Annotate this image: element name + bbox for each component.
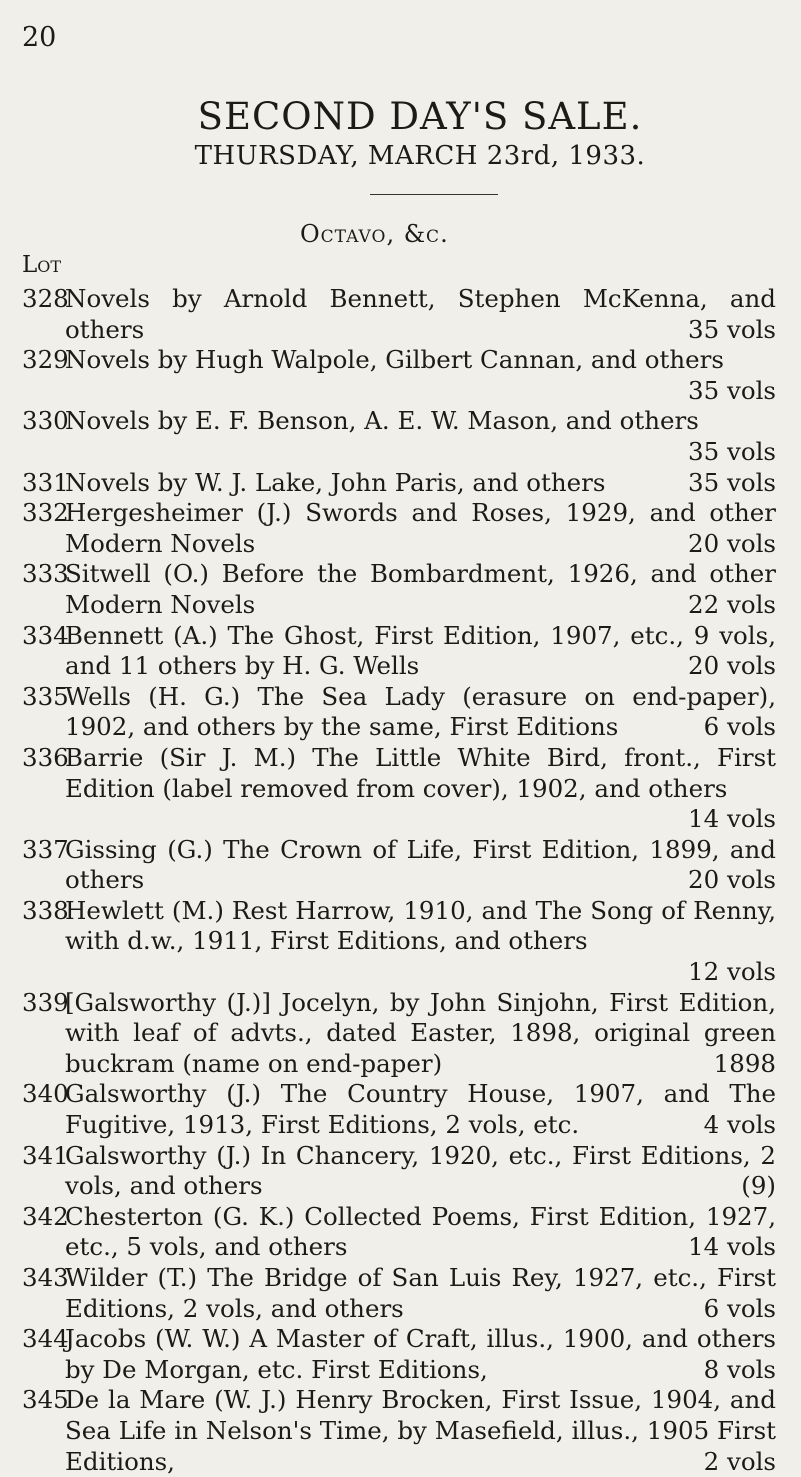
lot-number: 331 (22, 467, 69, 497)
lot-description: De la Mare (W. J.) Henry Brocken, First Issue, 1904, and Sea Life in Nelson's Time, by Masefield, illus., 1905 First Editions, (65, 1385, 776, 1476)
lot-entry (0, 1141, 801, 1202)
lot-volumes: 35 vols (688, 375, 776, 405)
lot-number: 335 (22, 681, 69, 711)
lot-number: 333 (22, 559, 69, 589)
lot-volumes: 22 vols (688, 589, 776, 619)
lot-volumes: 20 vols (688, 651, 776, 681)
lot-entry (0, 1079, 801, 1140)
lot-column-header: Lot (22, 252, 62, 278)
lot-number: 345 (22, 1385, 69, 1415)
lot-description: Novels by E. F. Benson, A. E. W. Mason, and others (65, 406, 699, 436)
lot-number: 336 (22, 742, 69, 772)
lot-volumes: 4 vols (703, 1110, 776, 1140)
lot-entry (0, 743, 801, 835)
lot-number: 330 (22, 406, 69, 436)
lot-entry (0, 284, 801, 345)
lot-number: 338 (22, 895, 69, 925)
lot-volumes: 14 vols (688, 804, 776, 834)
section-heading: Octavo, &c. (300, 220, 449, 248)
lot-volumes: 6 vols (703, 1293, 776, 1323)
lot-description: Sitwell (O.) Before the Bombardment, 1926, and other Modern Novels (65, 559, 776, 619)
lot-volumes: 8 vols (703, 1354, 776, 1384)
lot-number: 344 (22, 1324, 69, 1354)
page-number: 20 (22, 22, 57, 53)
lot-volumes: 20 vols (688, 865, 776, 895)
lot-entry (0, 498, 801, 559)
lot-number: 334 (22, 620, 69, 650)
lot-entry (0, 1263, 801, 1324)
lot-entry (0, 988, 801, 1080)
lot-description: Gissing (G.) The Crown of Life, First Edition, 1899, and others (65, 834, 776, 895)
lot-entry (0, 345, 801, 406)
sale-date: THURSDAY, MARCH 23rd, 1933. (194, 141, 646, 171)
lot-volumes: 35 vols (688, 314, 776, 344)
lot-number: 342 (22, 1201, 69, 1231)
lot-entry (0, 1324, 801, 1385)
lot-number: 340 (22, 1079, 69, 1109)
lot-number: 328 (22, 284, 69, 313)
lot-number: 329 (22, 345, 69, 375)
lot-volumes: 2 vols (703, 1446, 776, 1476)
lot-entry (0, 682, 801, 743)
lot-volumes: 20 vols (688, 528, 776, 558)
divider (370, 194, 498, 195)
lot-description: Bennett (A.) The Ghost, First Edition, 1907, etc., 9 vols, and 11 others by H. G. Wells (65, 620, 776, 681)
lot-description: Hewlett (M.) Rest Harrow, 1910, and The Song of Renny, with d.w., 1911, First Editions, and others (65, 895, 776, 956)
lot-entry (0, 559, 801, 620)
lot-volumes: 14 vols (688, 1232, 776, 1262)
lot-description: Galsworthy (J.) The Country House, 1907, and The Fugitive, 1913, First Editions, 2 vols, etc. (65, 1079, 776, 1140)
lot-volumes: 35 vols (688, 436, 776, 466)
lot-description: Novels by Arnold Bennett, Stephen McKenna, and others (65, 284, 776, 344)
lot-description: Wilder (T.) The Bridge of San Luis Rey, 1927, etc., First Editions, 2 vols, and others (65, 1263, 776, 1323)
lot-description: Chesterton (G. K.) Collected Poems, First Edition, 1927, etc., 5 vols, and others (65, 1201, 776, 1262)
page-title: SECOND DAY'S SALE. (197, 95, 643, 138)
lot-description: Jacobs (W. W.) A Master of Craft, illus., 1900, and others by De Morgan, etc. First Editions, (65, 1324, 776, 1384)
lot-volumes: (9) (741, 1171, 776, 1201)
lot-description: Wells (H. G.) The Sea Lady (erasure on end-paper), 1902, and others by the same, First Editions (65, 681, 776, 742)
lot-description: Novels by Hugh Walpole, Gilbert Cannan, and others (65, 345, 724, 375)
lot-volumes: 12 vols (688, 957, 776, 987)
lot-description: [Galsworthy (J.)] Jocelyn, by John Sinjohn, First Edition, with leaf of advts., dated Easter, 1898, original green buckram (name on end-paper) (65, 987, 776, 1078)
lot-entry (0, 896, 801, 988)
lot-list (0, 284, 801, 1477)
lot-entry (0, 468, 801, 499)
lot-entry (0, 406, 801, 467)
lot-entry (0, 835, 801, 896)
lot-description: Novels by W. J. Lake, John Paris, and others (65, 467, 606, 497)
lot-volumes: 6 vols (703, 712, 776, 742)
lot-description: Barrie (Sir J. M.) The Little White Bird, front., First Edition (label removed from cover), 1902, and others (65, 742, 776, 803)
lot-number: 339 (22, 987, 69, 1017)
lot-number: 337 (22, 834, 69, 864)
lot-entry (0, 1385, 801, 1477)
lot-description: Galsworthy (J.) In Chancery, 1920, etc., First Editions, 2 vols, and others (65, 1140, 776, 1201)
lot-entry (0, 1202, 801, 1263)
lot-number: 343 (22, 1263, 69, 1292)
lot-number: 341 (22, 1140, 69, 1170)
lot-number: 332 (22, 498, 69, 528)
lot-volumes: 1898 (713, 1048, 776, 1078)
lot-entry (0, 621, 801, 682)
lot-description: Hergesheimer (J.) Swords and Roses, 1929, and other Modern Novels (65, 498, 776, 558)
lot-volumes: 35 vols (688, 467, 776, 497)
